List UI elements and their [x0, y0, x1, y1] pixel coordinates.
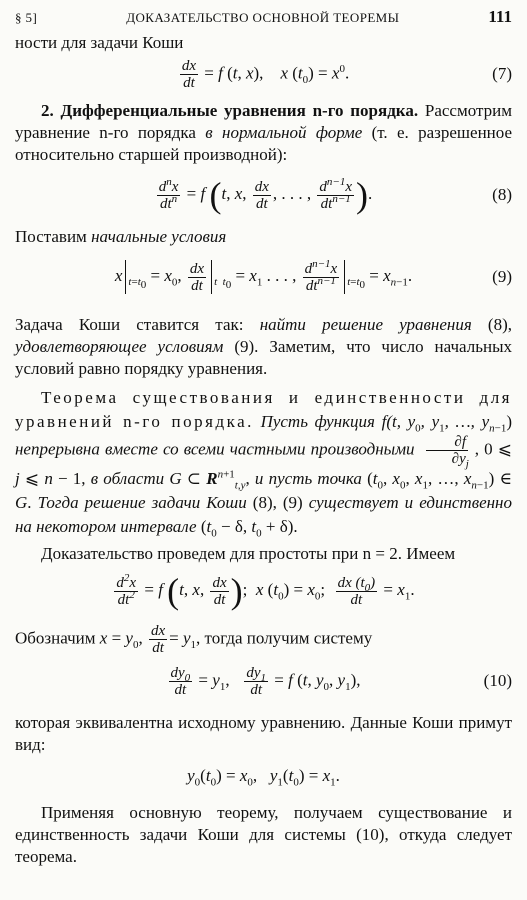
equation-9-number: (9): [492, 267, 512, 286]
initial-conditions-line: Поставим начальные условия: [15, 227, 227, 246]
equation-10: $\frac{dy_0}{dt}$ = $y_1$, $\frac{dy_1}{dt}$ = f (t, $y_0$, $y_1$), (10): [170, 664, 512, 698]
equation-8: $\frac{d^nx}{dt^n}$ = f (t, x, $\frac{dx}{dt}$ , . . . , $\frac{d^{n-1}x}{dt^{n-1}}$ ). (8): [158, 175, 512, 215]
running-header: [15, 6, 512, 28]
section-mark: § 5]: [15, 10, 38, 25]
equation-second-order: $\frac{d^2x}{dt^2}$ = f (t, x, $\frac{dx}{dt}$ ); x $(t_0) = x_0$; $\frac{dx (t_0)}{dt}$ = $x_1$.: [116, 571, 415, 611]
theorem-title: Теорема существования и единственности для уравнений n-го порядка.: [15, 388, 512, 431]
equation-7-number: (7): [492, 64, 512, 83]
equivalence-paragraph: которая эквивалентна исходному уравнению. Данные Коши примут вид:: [15, 713, 512, 754]
equation-7: $\frac{dx}{dt}$ = f (t, x), x $(t_0) = x^0$. (7): [181, 57, 512, 91]
cauchy-paragraph: Задача Коши ставится так: найти решение уравнения (8), удовлетворяющее условиям (9). Заметим, что число начальных условий равно порядку уравнения.: [15, 315, 512, 378]
running-title: ДОКАЗАТЕЛЬСТВО ОСНОВНОЙ ТЕОРЕМЫ: [126, 10, 400, 25]
proof-paragraph: Доказательство проведем для простоты при n = 2. Имеем: [41, 544, 456, 563]
section-2-paragraph: 2. Дифференциальные уравнения n-го порядка. Рассмотрим уравнение n-го порядка в нормальной форме (т. е. разрешенное относительно старшей производной):: [15, 101, 513, 164]
section-2-heading: 2. Дифференциальные уравнения n-го порядка.: [41, 101, 419, 120]
page: [15, 6, 512, 868]
page-number: 111: [488, 7, 512, 26]
final-paragraph: Применяя основную теорему, получаем существование и единственность задачи Коши для системы (10), откуда следует теорема.: [15, 803, 512, 866]
cauchy-data-equation: $y_0(t_0) = x_0$, $y_1(t_0) = x_1$.: [187, 766, 340, 789]
intro-line: ности для задачи Коши: [15, 33, 184, 52]
equation-9: x $_{t=t_0} = x_0$, $\frac{dx}{dt}$ $_{t t_0} = x_1$ . . . , $\frac{d^{n-1}x}{dt^{n-1}}$ $_{t=t_0} = x_{n-1}$. (9): [114, 257, 512, 294]
equation-8-number: (8): [492, 185, 512, 204]
theorem-paragraph: Теорема существования и единственности для уравнений n-го порядка. Пусть функция f(t, $y_0$, $y_1$, …, $y_{n-1}$) непрерывна вместе со всеми частными производными $\frac{\partial f}{\partial y_j}$ , 0 ⩽ j ⩽ n − 1, в области G ⊂ $R^{n+1}_{t,y}$, и пусть точка ($t_0$, $x_0$, $x_1$, …, $x_{n-1}$) ∈ G. Тогда решение задачи Коши (8), (9) существует и единственно на некотором интервале ($t_0 - \delta$, $t_0 + \delta$).: [15, 388, 513, 540]
denote-line: Обозначим $x = y_0$, $\frac{dx}{dt}$ = $y_1$, тогда получим систему: [15, 623, 373, 656]
equation-10-number: (10): [483, 671, 512, 690]
